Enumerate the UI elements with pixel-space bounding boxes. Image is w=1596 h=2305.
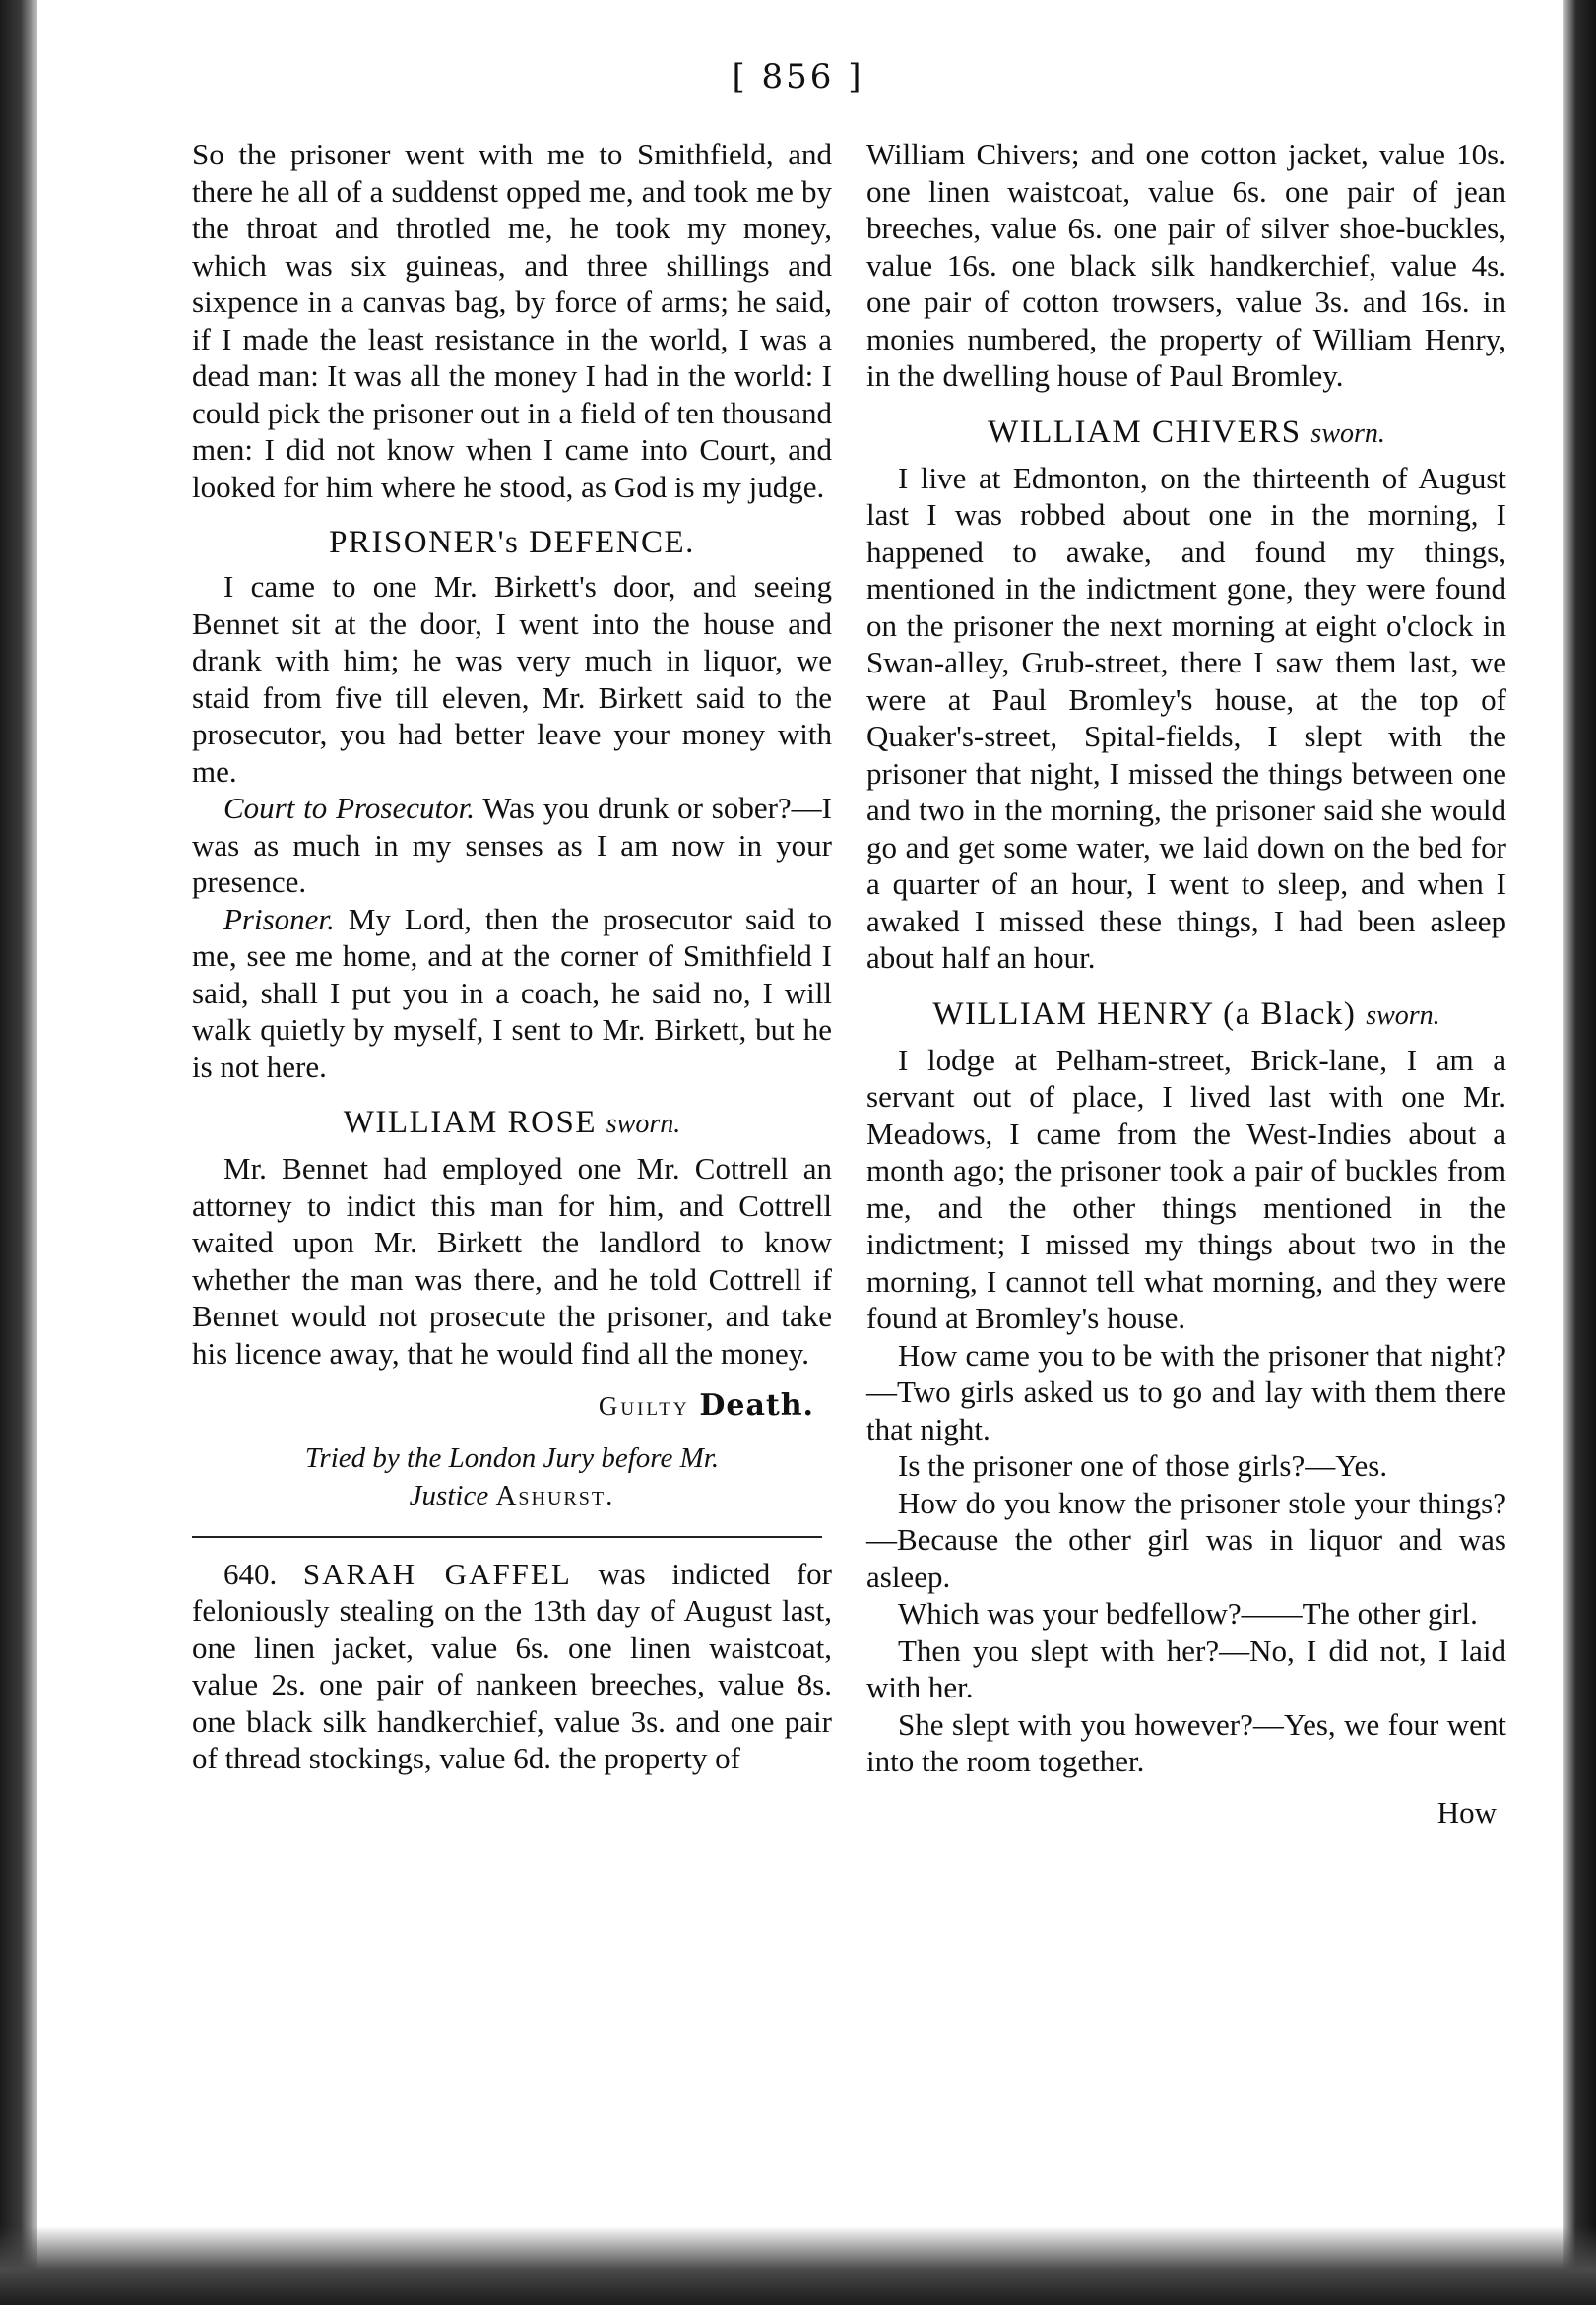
tried-by-note: [192, 1440, 832, 1514]
question-answer: How came you to be with the prisoner that night?—Two girls asked us to go and lay with them there that night.: [866, 1337, 1506, 1446]
judge-name: Ashurst.: [495, 1479, 615, 1511]
witness-name: WILLIAM ROSE: [343, 1105, 597, 1140]
witness-name: WILLIAM CHIVERS: [988, 414, 1302, 450]
case-divider: [192, 1536, 822, 1538]
witness-heading-henry: [866, 994, 1506, 1036]
indictment-paragraph: [192, 1556, 832, 1777]
section-heading-defence: PRISONER's DEFENCE.: [329, 525, 695, 560]
page-number: [ 856 ]: [732, 57, 864, 96]
witness-name: WILLIAM HENRY (a Black): [932, 995, 1357, 1032]
catchword: How: [1436, 1794, 1497, 1829]
question-answer: Is the prisoner one of those girls?—Yes.: [898, 1448, 1388, 1483]
witness-testimony: Mr. Bennet had employed one Mr. Cottrell an attorney to indict this man for him, and Cottrell waited upon Mr. Birkett the landlord to know whether the man was there, and he told Cottrell if Bennet would not prosecute the prisoner, and take his licence away, that he would find all the money.: [192, 1151, 832, 1371]
question-answer: Which was your bedfellow?——The other girl.: [898, 1596, 1478, 1631]
exchange-text: Was you drunk or sober?—I was as much in my senses as I am now in your presence.: [192, 791, 832, 899]
case-number: 640.: [223, 1556, 278, 1591]
question-answer: How do you know the prisoner stole your things?—Because the other girl was in liquor and was asleep.: [866, 1485, 1506, 1594]
speaker-label: Prisoner.: [223, 901, 335, 936]
judge-title: Justice: [409, 1479, 489, 1511]
sworn-label: sworn.: [1366, 999, 1440, 1031]
question-answer: She slept with you however?—Yes, we four went into the room together.: [866, 1706, 1506, 1778]
scan-shadow-bottom: [0, 2226, 1596, 2305]
sentence-text: Death.: [699, 1388, 814, 1423]
question-answer: Then you slept with her?—No, I did not, I laid with her.: [866, 1633, 1506, 1704]
witness-heading-chivers: [866, 413, 1506, 454]
witness-heading-rose: [192, 1103, 832, 1144]
prisoner-statement: [192, 901, 832, 1086]
sworn-label: sworn.: [606, 1109, 681, 1139]
scan-shadow-right: [1563, 0, 1596, 2305]
defence-paragraph: I came to one Mr. Birkett's door, and seeing Bennet sit at the door, I went into the house and drank with him; he was very much in liquor, we staid from five till eleven, Mr. Birkett said to the prosecutor, you had better leave your money with me.: [192, 569, 832, 789]
right-column: [866, 136, 1506, 1830]
left-column: [192, 136, 832, 1777]
indictment-continued: William Chivers; and one cotton jacket, value 10s. one linen waistcoat, value 6s. one pair of jean breeches, value 6s. one pair of silver shoe-buckles, value 16s. one black silk handkerchief, value 4s. one pair of cotton trowsers, value 3s. and 16s. in monies numbered, the property of William Henry, in the dwelling house of Paul Bromley.: [866, 137, 1506, 393]
tried-line: Tried by the London Jury before Mr.: [304, 1441, 720, 1474]
indictment-text: was indicted for feloniously stealing on the 13th day of August last, one linen jacket, value 6s. one linen waistcoat, value 2s. one pair of nankeen breeches, value 8s. one black silk handkerchief, value 3s. and one pair of thread stockings, value 6d. the property of: [192, 1556, 833, 1775]
witness-testimony: I lodge at Pelham-street, Brick-lane, I am a servant out of place, I lived last with one Mr. Meadows, I came from the West-Indies about a month ago; the prisoner took a pair of buckles from me, and the other things mentioned in the indictment; I missed my things about two in the morning, I cannot tell what morning, and they were found at Bromley's house.: [866, 1042, 1506, 1335]
speaker-label: Court to Prosecutor.: [223, 791, 476, 825]
verdict: [192, 1387, 814, 1426]
testimony-paragraph: So the prisoner went with me to Smithfield, and there he all of a suddenst opped me, and took me by the throat and throtled me, he took my money, which was six guineas, and three shillings and sixpence in a canvas bag, by force of arms; he said, if I made the least resistance in the world, I was a dead man: It was all the money I had in the world: I could pick the prisoner out in a field of ten thousand men: I did not know when I came into Court, and looked for him where he stood, as God is my judge.: [192, 137, 832, 504]
sworn-label: sworn.: [1310, 417, 1385, 449]
verdict-text: Guilty: [598, 1391, 690, 1421]
statement-text: My Lord, then the prosecutor said to me, see me home, and at the corner of Smithfield I said, shall I put you in a coach, he said no, I will walk quietly by myself, I sent to Mr. Birkett, but he is not here.: [192, 901, 832, 1084]
tried-line-judge: [192, 1477, 832, 1514]
witness-testimony: I live at Edmonton, on the thirteenth of August last I was robbed about one in the morning, I happened to awake, and found my things, mentioned in the indictment gone, they were found on the prisoner the next morning at eight o'clock in Swan-alley, Grub-street, there I saw them last, we were at Paul Bromley's house, at the top of Quaker's-street, Spital-fields, I slept with the prisoner that night, I missed the things between one and two in the morning, the prisoner said she would go and get some water, we laid down on the bed for a quarter of an hour, I went to sleep, and when I awaked I missed these things, I had been asleep about half an hour.: [866, 460, 1506, 975]
court-exchange: [192, 790, 832, 901]
scan-shadow-left: [0, 0, 37, 2305]
defendant-name: SARAH GAFFEL: [302, 1556, 572, 1591]
